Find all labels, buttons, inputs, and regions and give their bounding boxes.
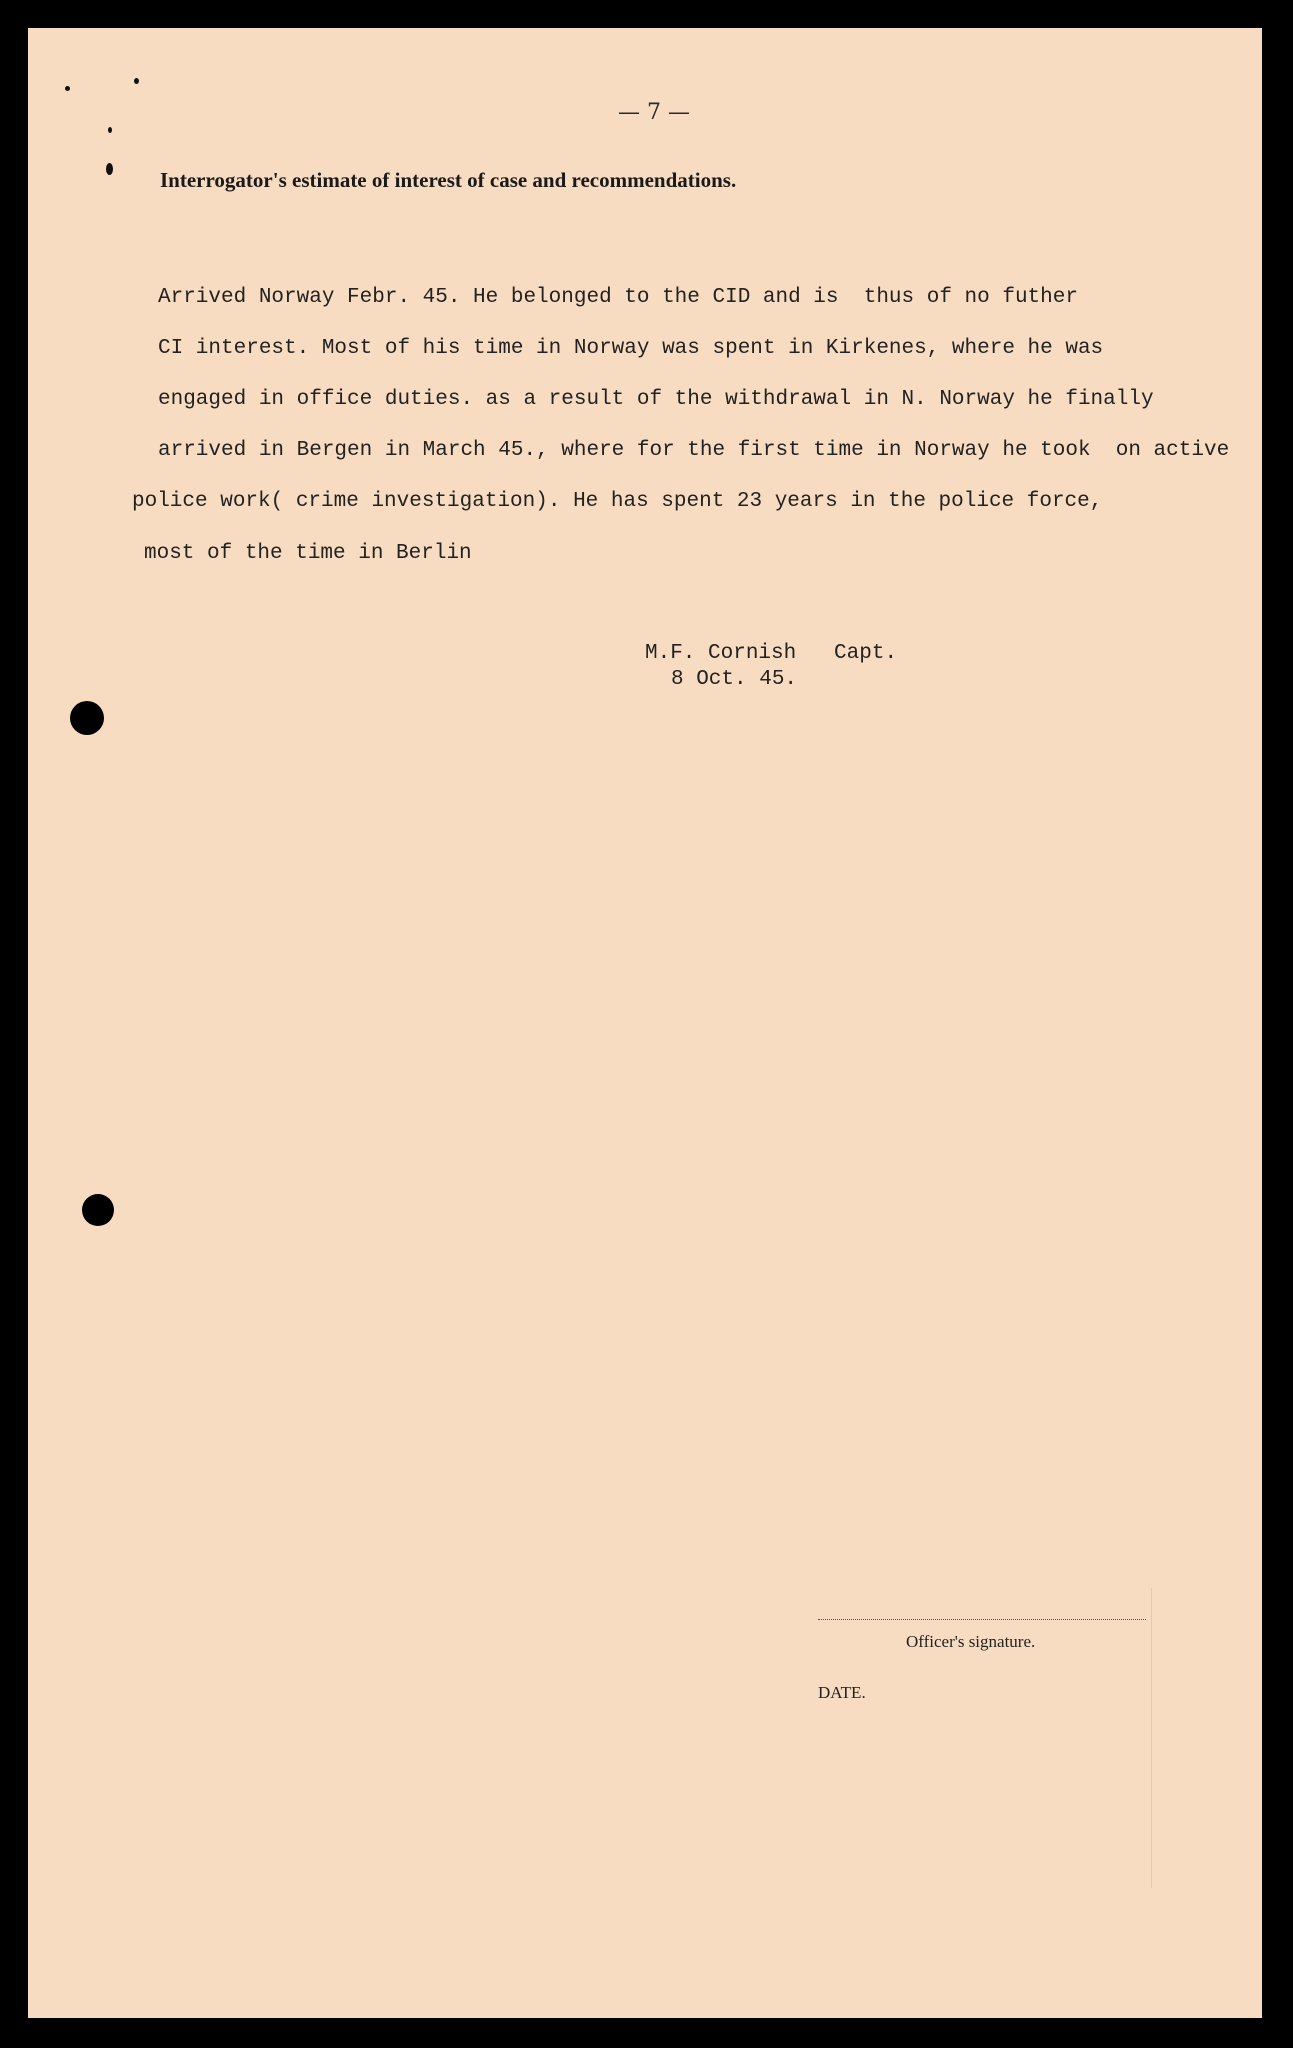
body-line: Arrived Norway Febr. 45. He belonged to the CID and is thus of no futher <box>158 286 1078 309</box>
section-heading: Interrogator's estimate of interest of case and recommendations. <box>160 168 737 192</box>
speck <box>65 86 70 91</box>
body-line: engaged in office duties. as a result of the withdrawal in N. Norway he finally <box>158 388 1154 411</box>
document-page <box>28 28 1262 2018</box>
body-line: CI interest. Most of his time in Norway was spent in Kirkenes, where he was <box>158 337 1104 360</box>
signature-line <box>818 1619 1146 1620</box>
body-line: police work( crime investigation). He has spent 23 years in the police force, <box>132 490 1103 513</box>
body-line: arrived in Bergen in March 45., where for the first time in Norway he took on active <box>158 439 1230 462</box>
margin-line <box>1151 1588 1152 1888</box>
speck <box>134 78 139 84</box>
signature-label: Officer's signature. <box>906 1632 1036 1651</box>
speck <box>106 163 113 175</box>
punch-hole-top <box>70 701 104 735</box>
page-number: — 7 — <box>618 100 690 125</box>
body-line: most of the time in Berlin <box>144 542 472 565</box>
punch-hole-bottom <box>82 1194 114 1226</box>
date-label: DATE. <box>818 1683 866 1702</box>
signoff-date: 8 Oct. 45. <box>671 668 798 691</box>
signoff-name-rank: M.F. Cornish Capt. <box>645 642 898 665</box>
speck <box>108 127 112 133</box>
